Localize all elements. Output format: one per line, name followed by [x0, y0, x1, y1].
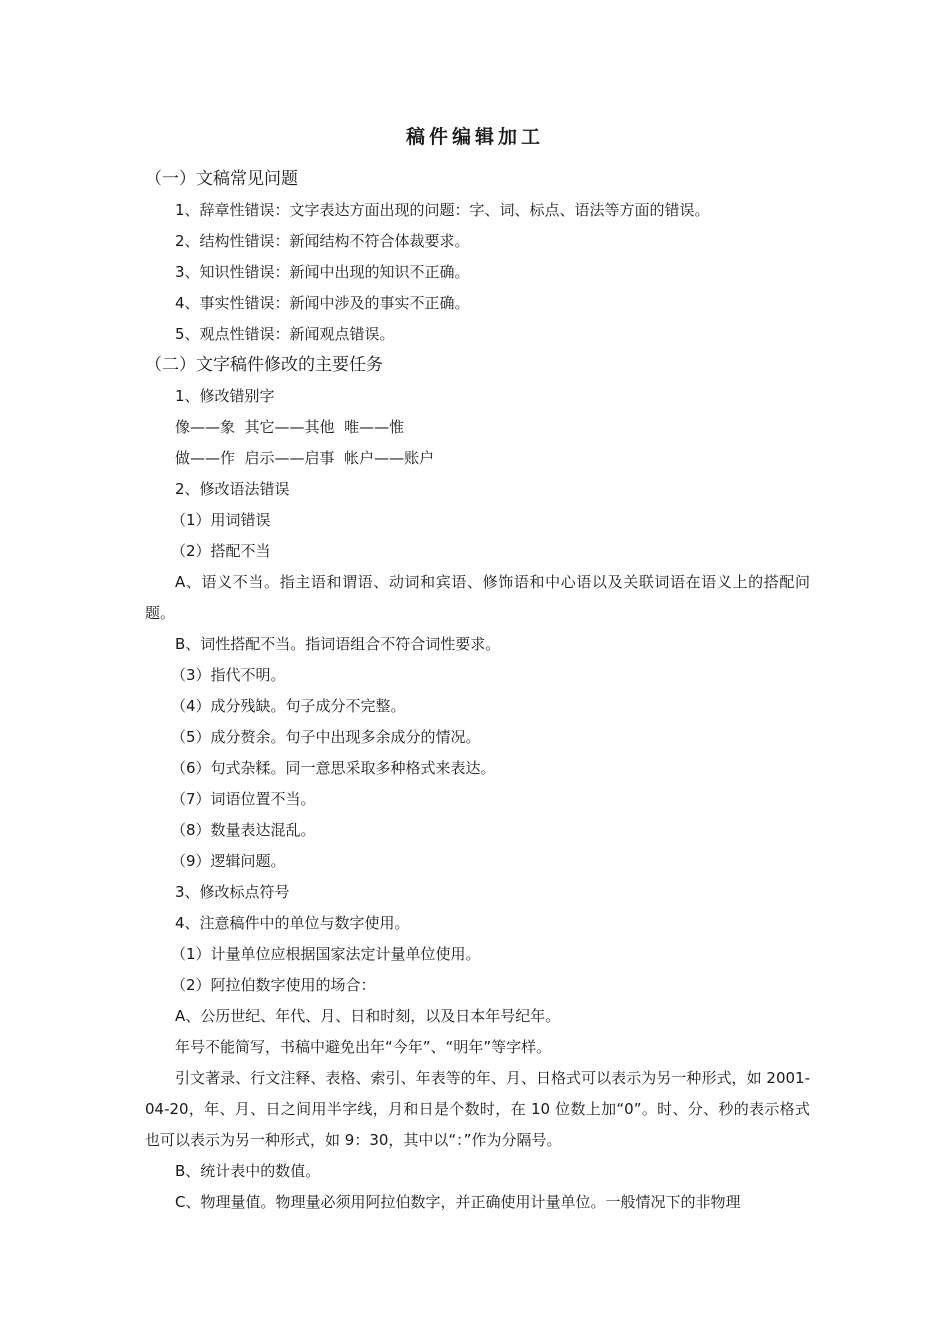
text-line: B、统计表中的数值。 [175, 1162, 321, 1180]
list-item: 3、知识性错误：新闻中出现的知识不正确。 [175, 263, 470, 281]
text-line: （9）逻辑问题。 [171, 852, 286, 870]
text-line: （1）用词错误 [171, 511, 271, 529]
section-heading-2: （二）文字稿件修改的主要任务 [145, 355, 383, 375]
text-line: （6）句式杂糅。同一意思采取多种格式来表达。 [171, 759, 496, 777]
list-item: 2、结构性错误：新闻结构不符合体裁要求。 [175, 232, 470, 250]
text-line: 年号不能简写，书稿中避免出年“今年”、“明年”等字样。 [175, 1038, 552, 1056]
text-line: （2）搭配不当 [171, 542, 271, 560]
text-line: （2）阿拉伯数字使用的场合： [171, 976, 376, 994]
text-line: A、公历世纪、年代、月、日和时刻，以及日本年号纪年。 [175, 1007, 561, 1025]
list-item: 5、观点性错误：新闻观点错误。 [175, 325, 395, 343]
document-body [145, 164, 810, 1218]
paragraph: A、语义不当。指主语和谓语、动词和宾语、修饰语和中心语以及关联词语在语义上的搭配问题。 [145, 573, 810, 622]
text-line: 2、修改语法错误 [175, 480, 290, 498]
section-heading-1: （一）文稿常见问题 [145, 169, 298, 189]
text-line: （5）成分赘余。句子中出现多余成分的情况。 [171, 728, 481, 746]
document-title: 稿件编辑加工 [405, 126, 544, 148]
text-line: （1）计量单位应根据国家法定计量单位使用。 [171, 945, 481, 963]
text-line: 3、修改标点符号 [175, 883, 290, 901]
text-line: （3）指代不明。 [171, 666, 286, 684]
text-line: （8）数量表达混乱。 [171, 821, 316, 839]
list-item: 1、辞章性错误：文字表达方面出现的问题：字、词、标点、语法等方面的错误。 [175, 201, 710, 219]
text-line: 像——象 其它——其他 唯——惟 [175, 418, 405, 436]
text-line: B、词性搭配不当。指词语组合不符合词性要求。 [175, 635, 501, 653]
text-line: 做——作 启示——启事 帐户——账户 [175, 449, 435, 467]
text-line: （4）成分残缺。句子成分不完整。 [171, 697, 406, 715]
list-item: 4、事实性错误：新闻中涉及的事实不正确。 [175, 294, 470, 312]
text-line: 4、注意稿件中的单位与数字使用。 [175, 914, 410, 932]
paragraph: C、物理量值。物理量必须用阿拉伯数字，并正确使用计量单位。一般情况下的非物理 [175, 1193, 741, 1211]
paragraph: 引文著录、行文注释、表格、索引、年表等的年、月、日格式可以表示为另一种形式，如 2001-04-20，年、月、日之间用半字线，月和日是个数时，在 10 位数上加“0”。时、分、秒的表示格式也可以表示为另一种形式，如 9：30，其中以“：”作为分隔号。 [145, 1069, 810, 1149]
text-line: 1、修改错别字 [175, 387, 275, 405]
text-line: （7）词语位置不当。 [171, 790, 316, 808]
